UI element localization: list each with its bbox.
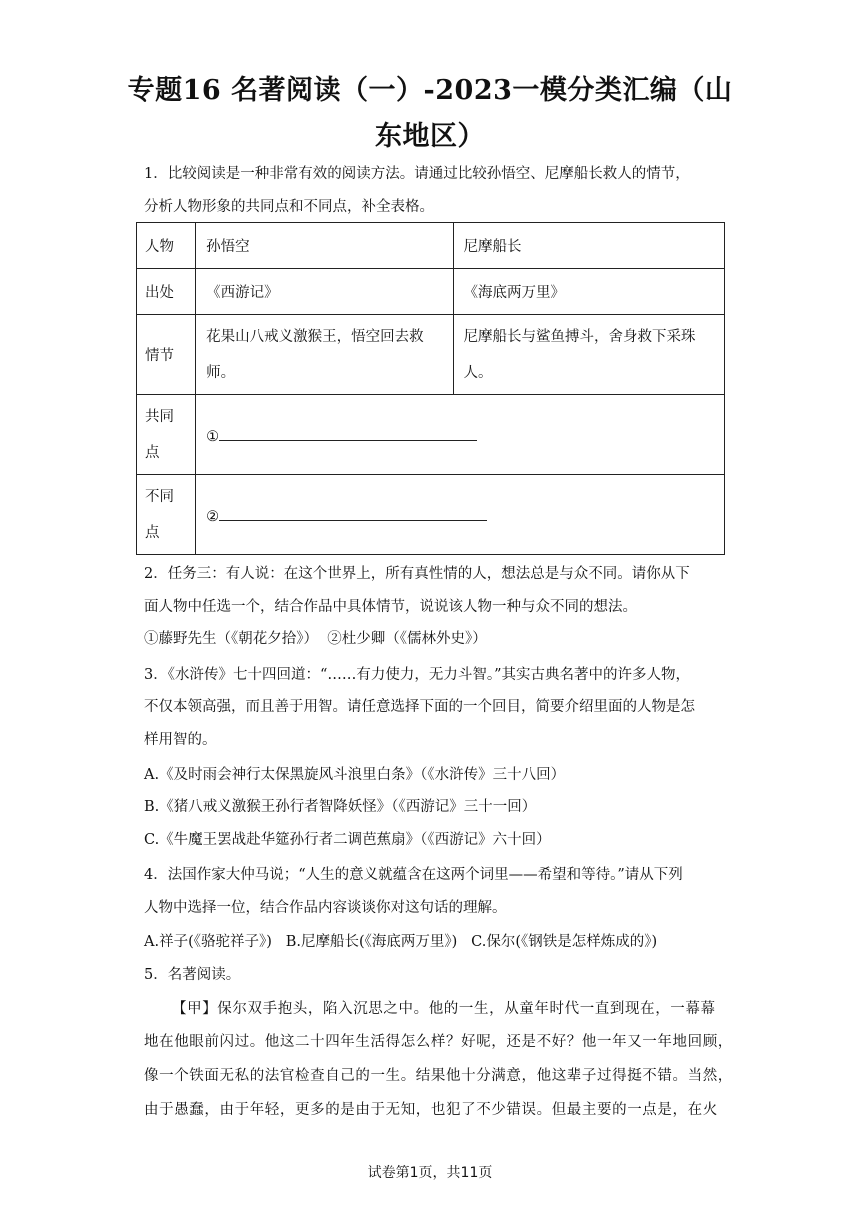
table-cell xyxy=(137,475,196,555)
passage-line-1: 【甲】保尔双手抱头，陷入沉思之中。他的一生，从童年时代一直到现在，一幕幕 xyxy=(172,1001,716,1017)
table-row xyxy=(137,315,725,395)
cell-text-line: 点 xyxy=(145,444,160,461)
passage-line-2: 地在他眼前闪过。他这二十四年生活得怎么样？好呢，还是不好？他一年又一年地回顾， xyxy=(144,1034,733,1050)
answer-blank-line[interactable] xyxy=(219,504,487,521)
table-row xyxy=(137,475,725,555)
table-cell xyxy=(196,315,453,395)
q3-option-b: B.《猪八戒义激猴王孙行者智降妖怪》（《西游记》三十一回） xyxy=(144,799,537,815)
passage-line-3: 像一个铁面无私的法官检查自己的一生。结果他十分满意，他这辈子过得挺不错。当然， xyxy=(144,1068,733,1084)
table-cell xyxy=(137,395,196,475)
answer-marker: ② xyxy=(206,509,220,525)
q4-line-2: 人物中选择一位，结合作品内容谈谈你对这句话的理解。 xyxy=(144,900,507,916)
answer-cell-common[interactable] xyxy=(196,395,725,475)
table-cell: 《海底两万里》 xyxy=(453,269,724,315)
answer-cell-different[interactable] xyxy=(196,475,725,555)
table-row xyxy=(137,223,725,269)
q4-line-1: 4．法国作家大仲马说；“人生的意义就蕴含在这两个词里——希望和等待。”请从下列 xyxy=(144,867,683,883)
answer-marker: ① xyxy=(206,429,220,445)
table-header-cell: 尼摩船长 xyxy=(453,223,724,269)
cell-text-line: 师。 xyxy=(206,364,236,381)
title-line-1: 专题16 名著阅读（一）-2023一模分类汇编（山 xyxy=(127,75,733,106)
q3-line-1: 3．《水浒传》七十四回道：“……有力使力，无力斗智。”其实古典名著中的许多人物， xyxy=(144,667,691,683)
cell-text-line: 共同 xyxy=(145,408,174,425)
cell-text-line: 尼摩船长与鲨鱼搏斗，舍身救下采珠 xyxy=(463,328,696,345)
q4-options: A.祥子(《骆驼祥子》) B.尼摩船长(《海底两万里》) C.保尔(《钢铁是怎样炼成的》) xyxy=(144,934,658,950)
q3-line-3: 样用智的。 xyxy=(144,732,217,748)
table-cell: 情节 xyxy=(137,315,196,395)
q3-option-a: A.《及时雨会神行太保黑旋风斗浪里白条》（《水浒传》三十八回） xyxy=(144,767,566,783)
answer-blank-line[interactable] xyxy=(219,424,477,441)
table-header-cell: 孙悟空 xyxy=(196,223,453,269)
table-row xyxy=(137,269,725,315)
q1-line-1: 1．比较阅读是一种非常有效的阅读方法。请通过比较孙悟空、尼摩船长救人的情节， xyxy=(144,166,690,182)
table-cell: 《西游记》 xyxy=(196,269,453,315)
table-cell: 出处 xyxy=(137,269,196,315)
cell-text-line: 人。 xyxy=(463,364,493,381)
table-cell xyxy=(453,315,724,395)
cell-text-line: 花果山八戒义激猴王，悟空回去救 xyxy=(206,328,424,345)
q1-line-2: 分析人物形象的共同点和不同点，补全表格。 xyxy=(144,199,434,215)
comparison-table xyxy=(136,222,725,555)
cell-text-line: 不同 xyxy=(145,488,174,505)
q3-line-2: 不仅本领高强，而且善于用智。请任意选择下面的一个回目，简要介绍里面的人物是怎 xyxy=(144,699,695,715)
cell-text-line: 点 xyxy=(145,524,160,541)
table-header-cell: 人物 xyxy=(137,223,196,269)
q5-heading: 5．名著阅读。 xyxy=(144,967,241,983)
title-line-2: 东地区） xyxy=(375,121,485,152)
page-footer: 试卷第1页，共11页 xyxy=(367,1165,493,1181)
q2-line-1: 2．任务三：有人说：在这个世界上，所有真性情的人，想法总是与众不同。请你从下 xyxy=(144,566,690,582)
table-row xyxy=(137,395,725,475)
q2-line-2: 面人物中任选一个，结合作品中具体情节，说说该人物一种与众不同的想法。 xyxy=(144,599,637,615)
q3-option-c: C.《牛魔王罢战赴华筵孙行者二调芭蕉扇》（《西游记》六十回） xyxy=(144,832,551,848)
q2-options: ①藤野先生（《朝花夕拾》） ②杜少卿（《儒林外史》） xyxy=(144,631,487,647)
document-title xyxy=(120,68,740,160)
passage-line-4: 由于愚蠢，由于年轻，更多的是由于无知，也犯了不少错误。但最主要的一点是，在火 xyxy=(144,1102,718,1118)
